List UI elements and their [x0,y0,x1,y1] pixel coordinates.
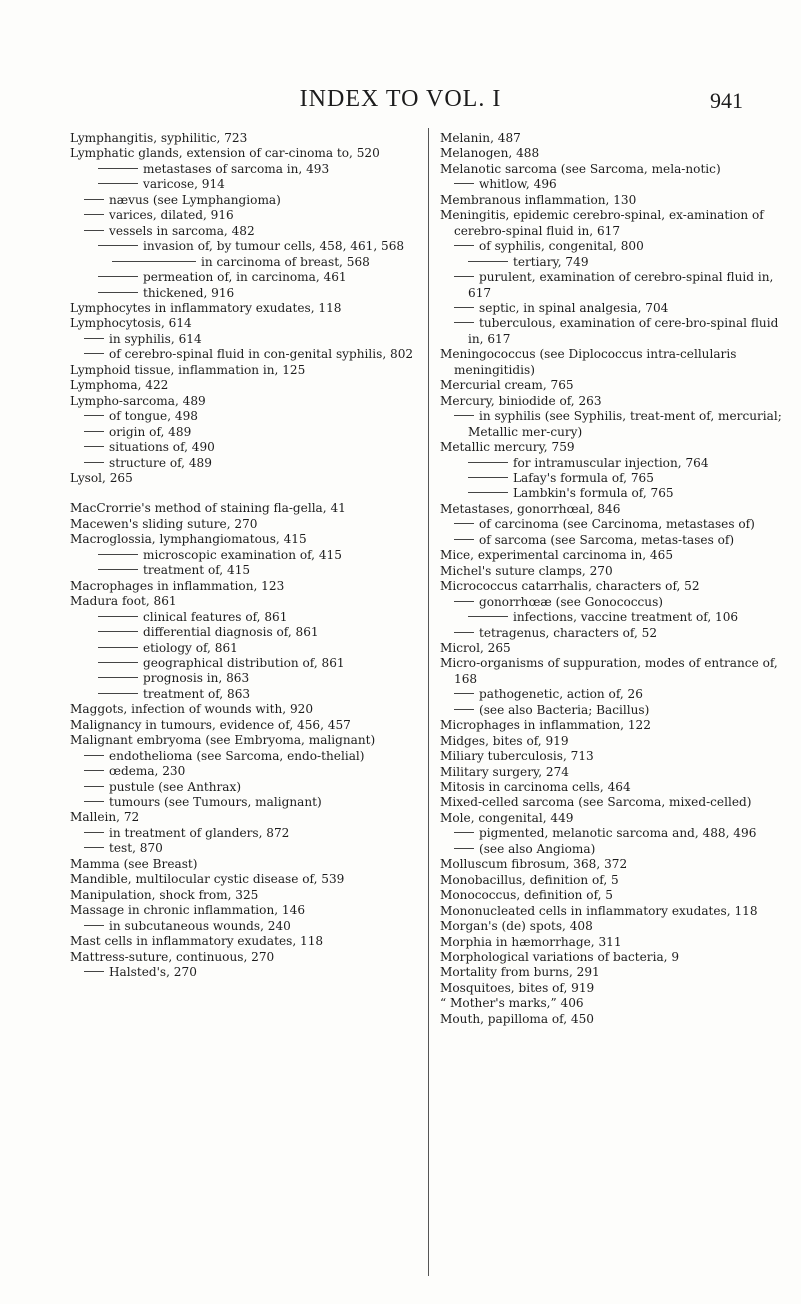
ditto-dash [98,292,138,293]
ditto-dash [454,245,474,246]
index-entry-text: Lymphoid tissue, inflammation in, 125 [70,362,306,377]
index-entry [440,718,782,733]
index-entry-text: MacCrorrie's method of staining fla-gella, 41 [70,501,346,516]
index-entry [70,270,418,285]
index-entry-text: metastases of sarcoma in, 493 [143,161,330,176]
index-entry [70,208,418,223]
index-entry [440,502,782,517]
index-entry-text: Midges, bites of, 919 [440,733,569,748]
index-entry [440,177,782,192]
index-entry-text: Mercury, biniodide of, 263 [440,393,602,408]
index-entry [70,671,418,686]
index-entry-text: tetragenus, characters of, 52 [479,625,658,640]
index-entry [70,563,418,578]
index-entry [440,873,782,888]
index-entry-text: Mitosis in carcinoma cells, 464 [440,780,631,795]
index-entry-text: Military surgery, 274 [440,764,569,779]
ditto-dash [84,462,104,463]
index-entry [440,486,782,501]
index-entry [70,625,418,640]
index-entry-text: Lymphocytes in inflammatory exudates, 118 [70,300,342,315]
index-entry [440,471,782,486]
index-entry-text: treatment of, 415 [143,563,251,578]
index-entry [70,363,418,378]
ditto-dash [98,245,138,246]
ditto-dash [454,848,474,849]
index-entry-text: Morgan's (de) spots, 408 [440,919,593,934]
index-entry-text: vessels in sarcoma, 482 [109,223,255,238]
index-entry-text: Macroglossia, lymphangiomatous, 415 [70,532,307,547]
index-entry [440,270,782,301]
index-entry-text: Microphages in inflammation, 122 [440,718,651,733]
index-entry [440,996,782,1011]
index-entry [70,718,418,733]
index-entry-text: Lymphatic glands, extension of car-cinoma to, 520 [70,146,380,161]
index-entry-text: varices, dilated, 916 [109,208,234,223]
index-entry [440,950,782,965]
index-entry-text: etiology of, 861 [143,640,238,655]
index-entry [70,548,418,563]
index-entry [70,733,418,748]
index-entry-text: pigmented, melanotic sarcoma and, 488, 496 [479,826,757,841]
index-entry [70,950,418,965]
index-entry-text: geographical distribution of, 861 [143,655,345,670]
ditto-dash [454,523,474,524]
index-entry-text: Mast cells in inflammatory exudates, 118 [70,934,324,949]
index-entry [440,517,782,532]
index-entry-text: invasion of, by tumour cells, 458, 461, 568 [143,239,405,254]
index-entry-text: Metastases, gonorrhœal, 846 [440,501,621,516]
index-entry-text: test, 870 [109,841,163,856]
column-divider [428,128,429,1276]
index-entry [70,301,418,316]
index-entry-text: Meningococcus (see Diplococcus intra-cellularis meningitidis) [440,347,737,377]
index-entry-text: Macrophages in inflammation, 123 [70,578,285,593]
index-entry [70,641,418,656]
index-entry-text: clinical features of, 861 [143,609,288,624]
ditto-dash [454,276,474,277]
ditto-dash [84,431,104,432]
ditto-dash [84,338,104,339]
index-entry [440,641,782,656]
index-entry [70,146,418,161]
index-entry-text: Melanogen, 488 [440,146,540,161]
ditto-dash [112,261,196,262]
index-entry-text: Lymphangitis, syphilitic, 723 [70,131,248,145]
index-entry [440,579,782,594]
ditto-dash [84,925,104,926]
index-entry-text: prognosis in, 863 [143,671,250,686]
ditto-dash [98,276,138,277]
index-entry [440,795,782,810]
ditto-dash [98,616,138,617]
index-entry [70,934,418,949]
index-entry [70,177,418,192]
index-entry-text: Monococcus, definition of, 5 [440,888,613,903]
index-entry [70,193,418,208]
ditto-dash [454,632,474,633]
index-entry-text: Melanotic sarcoma (see Sarcoma, mela-notic) [440,161,721,176]
ditto-dash [98,569,138,570]
index-entry [70,702,418,717]
index-entry-text: Maggots, infection of wounds with, 920 [70,702,314,717]
index-column-right [440,131,782,1027]
index-entry-text: Manipulation, shock from, 325 [70,887,259,902]
index-entry [70,501,418,516]
index-entry-text: Mandible, multilocular cystic disease of, 539 [70,872,345,887]
ditto-dash [84,755,104,756]
index-entry-text: tumours (see Tumours, malignant) [109,795,322,810]
index-entry-text: of sarcoma (see Sarcoma, metas-tases of) [479,532,735,547]
ditto-dash [84,214,104,215]
index-entry-text: Miliary tuberculosis, 713 [440,749,594,764]
index-entry-text: tertiary, 749 [513,254,589,269]
index-entry-text: Membranous inflammation, 130 [440,192,637,207]
index-entry-text: purulent, examination of cerebro-spinal fluid in, 617 [468,270,774,300]
index-entry-text: Malignancy in tumours, evidence of, 456, 457 [70,717,351,732]
index-entry-text: of carcinoma (see Carcinoma, metastases of) [479,517,755,532]
index-entry [440,857,782,872]
index-entry [70,888,418,903]
index-entry-text: for intramuscular injection, 764 [513,455,709,470]
index-entry-text: Lafay's formula of, 765 [513,470,654,485]
index-entry [70,347,418,362]
index-entry [440,301,782,316]
index-entry [70,471,418,486]
index-entry-text: in carcinoma of breast, 568 [201,254,370,269]
index-entry-text: Lymphoma, 422 [70,378,169,393]
index-entry [70,456,418,471]
index-entry-text: Mice, experimental carcinoma in, 465 [440,548,674,563]
index-entry-text: Melanin, 487 [440,131,521,145]
index-entry [70,532,418,547]
index-entry [70,286,418,301]
index-entry [440,548,782,563]
ditto-dash [98,183,138,184]
index-entry-text: Macewen's sliding suture, 270 [70,516,258,531]
ditto-dash [98,662,138,663]
index-entry-text: Mole, congenital, 449 [440,810,574,825]
ditto-dash [468,616,508,617]
index-entry-text: œdema, 230 [109,764,186,779]
index-entry [440,456,782,471]
index-entry [70,255,418,270]
index-entry-text: (see also Bacteria; Bacillus) [479,702,650,717]
index-entry-text: Molluscum fibrosum, 368, 372 [440,857,628,872]
index-entry-text: infections, vaccine treatment of, 106 [513,610,739,625]
index-entry [440,842,782,857]
index-entry [440,146,782,161]
index-entry-text: Madura foot, 861 [70,594,177,609]
index-entry [440,935,782,950]
index-entry-text: Meningitis, epidemic cerebro-spinal, ex-amination of cerebro-spinal fluid in, 617 [440,208,764,238]
index-entry [440,239,782,254]
index-entry-text: Lymphocytosis, 614 [70,316,192,331]
index-entry-text: Lysol, 265 [70,470,133,485]
index-entry [440,888,782,903]
index-entry [70,903,418,918]
index-entry-text: varicose, 914 [143,177,225,192]
ditto-dash [454,693,474,694]
index-entry [440,734,782,749]
index-entry [70,656,418,671]
index-entry [70,826,418,841]
index-entry [70,332,418,347]
index-entry [70,610,418,625]
ditto-dash [468,261,508,262]
index-entry-text: whitlow, 496 [479,177,557,192]
index-entry-text: Mamma (see Breast) [70,856,198,871]
index-entry [70,378,418,393]
index-entry-text: gonorrhœæ (see Gonococcus) [479,594,664,609]
index-entry [440,131,782,146]
ditto-dash [454,183,474,184]
index-entry [70,594,418,609]
index-entry-text: Mosquitoes, bites of, 919 [440,980,595,995]
index-entry-text: Mercurial cream, 765 [440,378,574,393]
index-entry-text: in treatment of glanders, 872 [109,825,290,840]
index-entry [440,394,782,409]
index-entry [70,857,418,872]
index-entry [440,749,782,764]
index-entry [70,764,418,779]
ditto-dash [84,199,104,200]
ditto-dash [468,462,508,463]
index-entry [70,749,418,764]
index-entry-text: Micrococcus catarrhalis, characters of, 52 [440,579,700,594]
index-entry-text: origin of, 489 [109,424,192,439]
ditto-dash [98,693,138,694]
index-entry-text: thickened, 916 [143,285,235,300]
index-entry-text: Mortality from burns, 291 [440,965,600,980]
ditto-dash [84,770,104,771]
index-entry-text: Halsted's, 270 [109,965,197,980]
index-entry [440,703,782,718]
index-entry [70,919,418,934]
ditto-dash [98,168,138,169]
index-entry [440,687,782,702]
index-entry [440,965,782,980]
index-entry [440,811,782,826]
index-entry-text: tuberculous, examination of cere-bro-spinal fluid in, 617 [468,316,779,346]
index-entry [440,595,782,610]
ditto-dash [84,786,104,787]
index-entry [70,579,418,594]
index-entry [440,378,782,393]
index-entry [70,425,418,440]
index-entry-text: of cerebro-spinal fluid in con-genital syphilis, 802 [109,347,414,362]
index-entry-text: Lambkin's formula of, 765 [513,486,674,501]
index-entry-text: situations of, 490 [109,440,215,455]
ditto-dash [454,601,474,602]
ditto-dash [84,415,104,416]
ditto-dash [454,415,474,416]
index-entry [440,162,782,177]
ditto-dash [98,554,138,555]
index-entry [440,904,782,919]
index-entry [70,965,418,980]
ditto-dash [98,677,138,678]
index-entry-text: nævus (see Lymphangioma) [109,192,281,207]
index-entry [70,409,418,424]
index-entry-text: “ Mother's marks,” 406 [440,996,584,1011]
index-entry [70,440,418,455]
index-entry [440,1012,782,1027]
index-entry [440,826,782,841]
index-entry-text: pustule (see Anthrax) [109,779,242,794]
ditto-dash [468,477,508,478]
index-entry-text: in subcutaneous wounds, 240 [109,918,291,933]
index-entry-text: treatment of, 863 [143,686,251,701]
index-entry-text: in syphilis, 614 [109,331,202,346]
ditto-dash [84,832,104,833]
index-entry-text: Monobacillus, definition of, 5 [440,872,619,887]
ditto-dash [84,801,104,802]
index-entry-text: Lympho-sarcoma, 489 [70,393,206,408]
index-entry [70,517,418,532]
page-header [0,86,801,116]
index-entry-text: Metallic mercury, 759 [440,440,575,455]
index-entry-text: in syphilis (see Syphilis, treat-ment of, mercurial; Metallic mer-cury) [468,409,782,439]
ditto-dash [454,832,474,833]
index-entry [70,316,418,331]
index-column-left [70,131,418,980]
index-entry [70,239,418,254]
index-entry-text: Micro-organisms of suppuration, modes of entrance of, 168 [440,656,778,686]
index-entry [70,872,418,887]
index-entry-text: of syphilis, congenital, 800 [479,239,644,254]
ditto-dash [98,647,138,648]
index-entry [440,347,782,378]
ditto-dash [84,971,104,972]
index-entry [70,687,418,702]
ditto-dash [454,322,474,323]
index-entry-text: Microl, 265 [440,640,511,655]
ditto-dash [454,709,474,710]
index-entry [70,224,418,239]
index-entry [440,765,782,780]
index-entry [70,795,418,810]
index-entry [440,626,782,641]
index-entry [440,533,782,548]
index-entry [70,131,418,146]
index-entry [70,810,418,825]
index-entry-text: Malignant embryoma (see Embryoma, malignant) [70,733,376,748]
index-entry [70,162,418,177]
index-entry [440,193,782,208]
index-entry [440,409,782,440]
index-entry-text: Mixed-celled sarcoma (see Sarcoma, mixed-celled) [440,795,752,810]
index-entry [440,316,782,347]
page-number: 941 [710,88,743,113]
ditto-dash [84,446,104,447]
index-entry-text: endothelioma (see Sarcoma, endo-thelial) [109,748,365,763]
index-entry-text: Mallein, 72 [70,810,140,825]
index-entry-text: structure of, 489 [109,455,212,470]
index-entry-text: permeation of, in carcinoma, 461 [143,270,347,285]
index-entry-text: Mononucleated cells in inflammatory exudates, 118 [440,903,758,918]
index-entry-text: Mattress-suture, continuous, 270 [70,949,275,964]
index-entry-text: Morphological variations of bacteria, 9 [440,950,680,965]
index-entry-text: Massage in chronic inflammation, 146 [70,903,306,918]
index-entry [440,656,782,687]
index-entry [440,255,782,270]
index-entry-text: pathogenetic, action of, 26 [479,687,643,702]
ditto-dash [454,307,474,308]
index-entry [440,208,782,239]
index-entry [440,440,782,455]
index-entry [440,564,782,579]
index-entry-text: microscopic examination of, 415 [143,547,342,562]
index-entry-text: septic, in spinal analgesia, 704 [479,300,669,315]
index-entry-text: (see also Angioma) [479,841,596,856]
index-entry [70,841,418,856]
index-entry [70,780,418,795]
index-entry [70,394,418,409]
index-entry [440,780,782,795]
ditto-dash [84,353,104,354]
index-entry [440,981,782,996]
index-entry-text: Michel's suture clamps, 270 [440,563,613,578]
page-title: INDEX TO VOL. I [299,86,502,112]
index-entry-text: Mouth, papilloma of, 450 [440,1011,594,1026]
index-entry [440,610,782,625]
ditto-dash [84,847,104,848]
index-entry-text: of tongue, 498 [109,409,198,424]
index-entry-text: differential diagnosis of, 861 [143,625,319,640]
ditto-dash [84,230,104,231]
index-entry [440,919,782,934]
ditto-dash [98,631,138,632]
index-entry-text: Morphia in hæmorrhage, 311 [440,934,622,949]
ditto-dash [468,492,508,493]
ditto-dash [454,539,474,540]
